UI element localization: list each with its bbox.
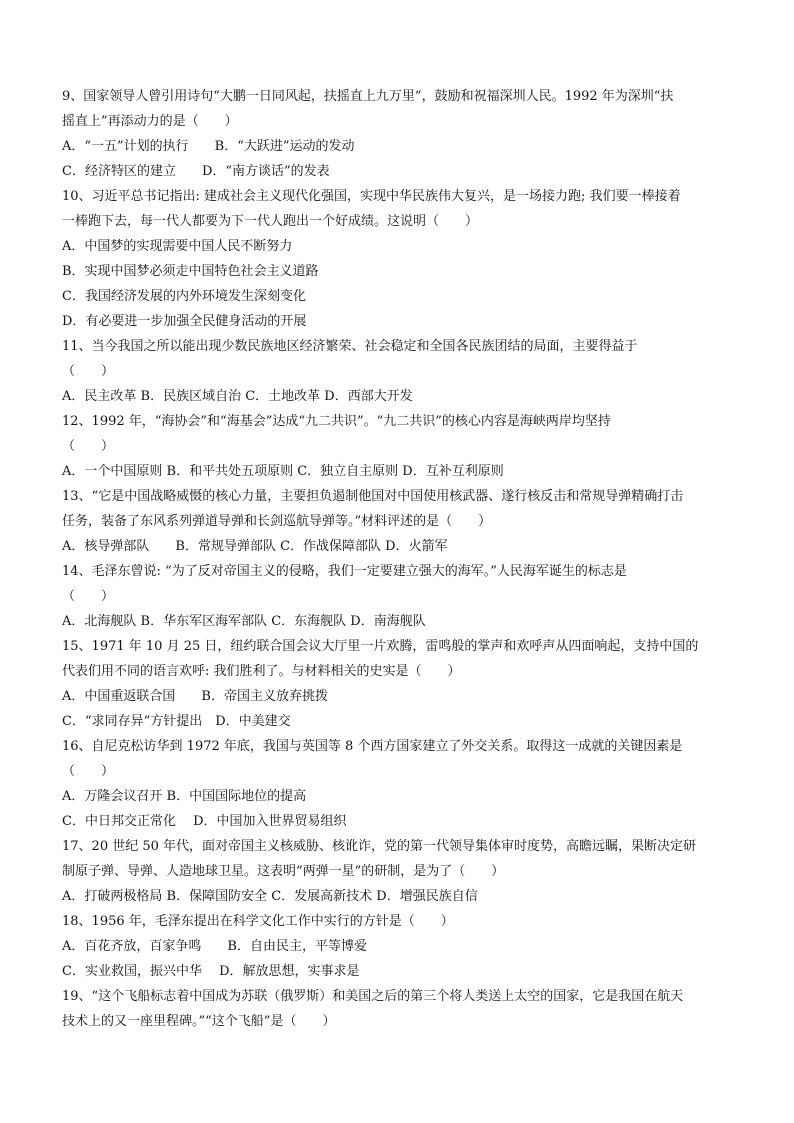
text-line: 摇直上”再添动力的是（ ） [62, 114, 238, 129]
text-line: A．中国重返联合国 B．帝国主义放弃挑拨 [62, 689, 328, 704]
text-line: A．核导弹部队 B．常规导弹部队 C．作战保障部队 D．火箭军 [62, 539, 448, 554]
text-line: （ ） [62, 364, 115, 379]
text-line: A．打破两极格局 B．保障国防安全 C．发展高新技术 D．增强民族自信 [62, 889, 478, 904]
text-line: A．万隆会议召开 B．中国国际地位的提高 [62, 789, 307, 804]
text-line: （ ） [62, 439, 115, 454]
text-line: A．北海舰队 B．华东军区海军部队 C．东海舰队 D．南海舰队 [62, 614, 426, 629]
text-line: 17、20 世纪 50 年代，面对帝国主义核威胁、核讹诈，党的第一代领导集体审时度势，高瞻远瞩，果断决定研 [62, 839, 697, 854]
text-line: 一棒跑下去，每一代人都要为下一代人跑出一个好成绩。这说明（ ） [62, 214, 479, 229]
text-line: （ ） [62, 589, 115, 604]
text-line: 14、毛泽东曾说: “为了反对帝国主义的侵略，我们一定要建立强大的海军。”人民海军诞生的标志是 [62, 564, 627, 579]
text-line: 12、1992 年，“海协会”和“海基会”达成“九二共识”。“九二共识”的核心内容是海峡两岸均坚持 [62, 414, 611, 429]
text-line: 代表们用不同的语言欢呼: 我们胜利了。与材料相关的史实是（ ） [62, 664, 461, 679]
text-line: 任务，装备了东风系列弹道导弹和长剑巡航导弹等。”材料评述的是（ ） [62, 514, 492, 529]
text-line: A．一个中国原则 B．和平共处五项原则 C．独立自主原则 D．互补互利原则 [62, 464, 504, 479]
text-line: A．民主改革 B．民族区域自治 C．土地改革 D．西部大开发 [62, 389, 413, 404]
text-line: C．“求同存异”方针提出 D．中美建交 [62, 714, 291, 729]
text-line: C．我国经济发展的内外环境发生深刻变化 [62, 289, 306, 304]
text-line: 13、“它是中国战略威慑的核心力量，主要担负遏制他国对中国使用核武器、遂行核反击和常规导弹精确打击 [62, 489, 684, 504]
text-line: C．中日邦交正常化 D．中国加入世界贸易组织 [62, 814, 347, 829]
text-line: 15、1971 年 10 月 25 日，纽约联合国会议大厅里一片欢腾，雷鸣般的掌声和欢呼声从四面响起，支持中国的 [62, 639, 699, 654]
text-line: C．实业救国，振兴中华 D．解放思想，实事求是 [62, 964, 360, 979]
text-line: A．中国梦的实现需要中国人民不断努力 [62, 239, 293, 254]
text-line: B．实现中国梦必须走中国特色社会主义道路 [62, 264, 319, 279]
text-line: 19、“这个飞船标志着中国成为苏联（俄罗斯）和美国之后的第三个将人类送上太空的国家，它是我国在航天 [62, 989, 684, 1004]
text-line: A．“一五”计划的执行 B．“大跃进”运动的发动 [62, 139, 355, 154]
text-line: 11、当今我国之所以能出现少数民族地区经济繁荣、社会稳定和全国各民族团结的局面，主要得益于 [62, 339, 638, 354]
text-line: C．经济特区的建立 D．“南方谈话”的发表 [62, 164, 330, 179]
text-line: A．百花齐放，百家争鸣 B．自由民主，平等博爱 [62, 939, 367, 954]
text-line: 16、自尼克松访华到 1972 年底，我国与英国等 8 个西方国家建立了外交关系。取得这一成就的关键因素是 [62, 739, 683, 754]
text-line: D．有必要进一步加强全民健身活动的开展 [62, 314, 307, 329]
text-line: 技术上的又一座里程碑。”“这个飞船”是（ ） [62, 1014, 336, 1029]
document-page [62, 84, 737, 1034]
text-line: 制原子弹、导弹、人造地球卫星。这表明“两弹一星”的研制，是为了（ ） [62, 864, 505, 879]
text-line: 10、习近平总书记指出: 建成社会主义现代化强国，实现中华民族伟大复兴，是一场接力跑; 我们要一棒接着 [62, 189, 681, 204]
text-line: 9、国家领导人曾引用诗句“大鹏一日同风起，扶摇直上九万里”，鼓励和祝福深圳人民。1992 年为深圳“扶 [62, 89, 674, 104]
text-line: （ ） [62, 764, 115, 779]
text-line: 18、1956 年，毛泽东提出在科学文化工作中实行的方针是（ ） [62, 914, 454, 929]
